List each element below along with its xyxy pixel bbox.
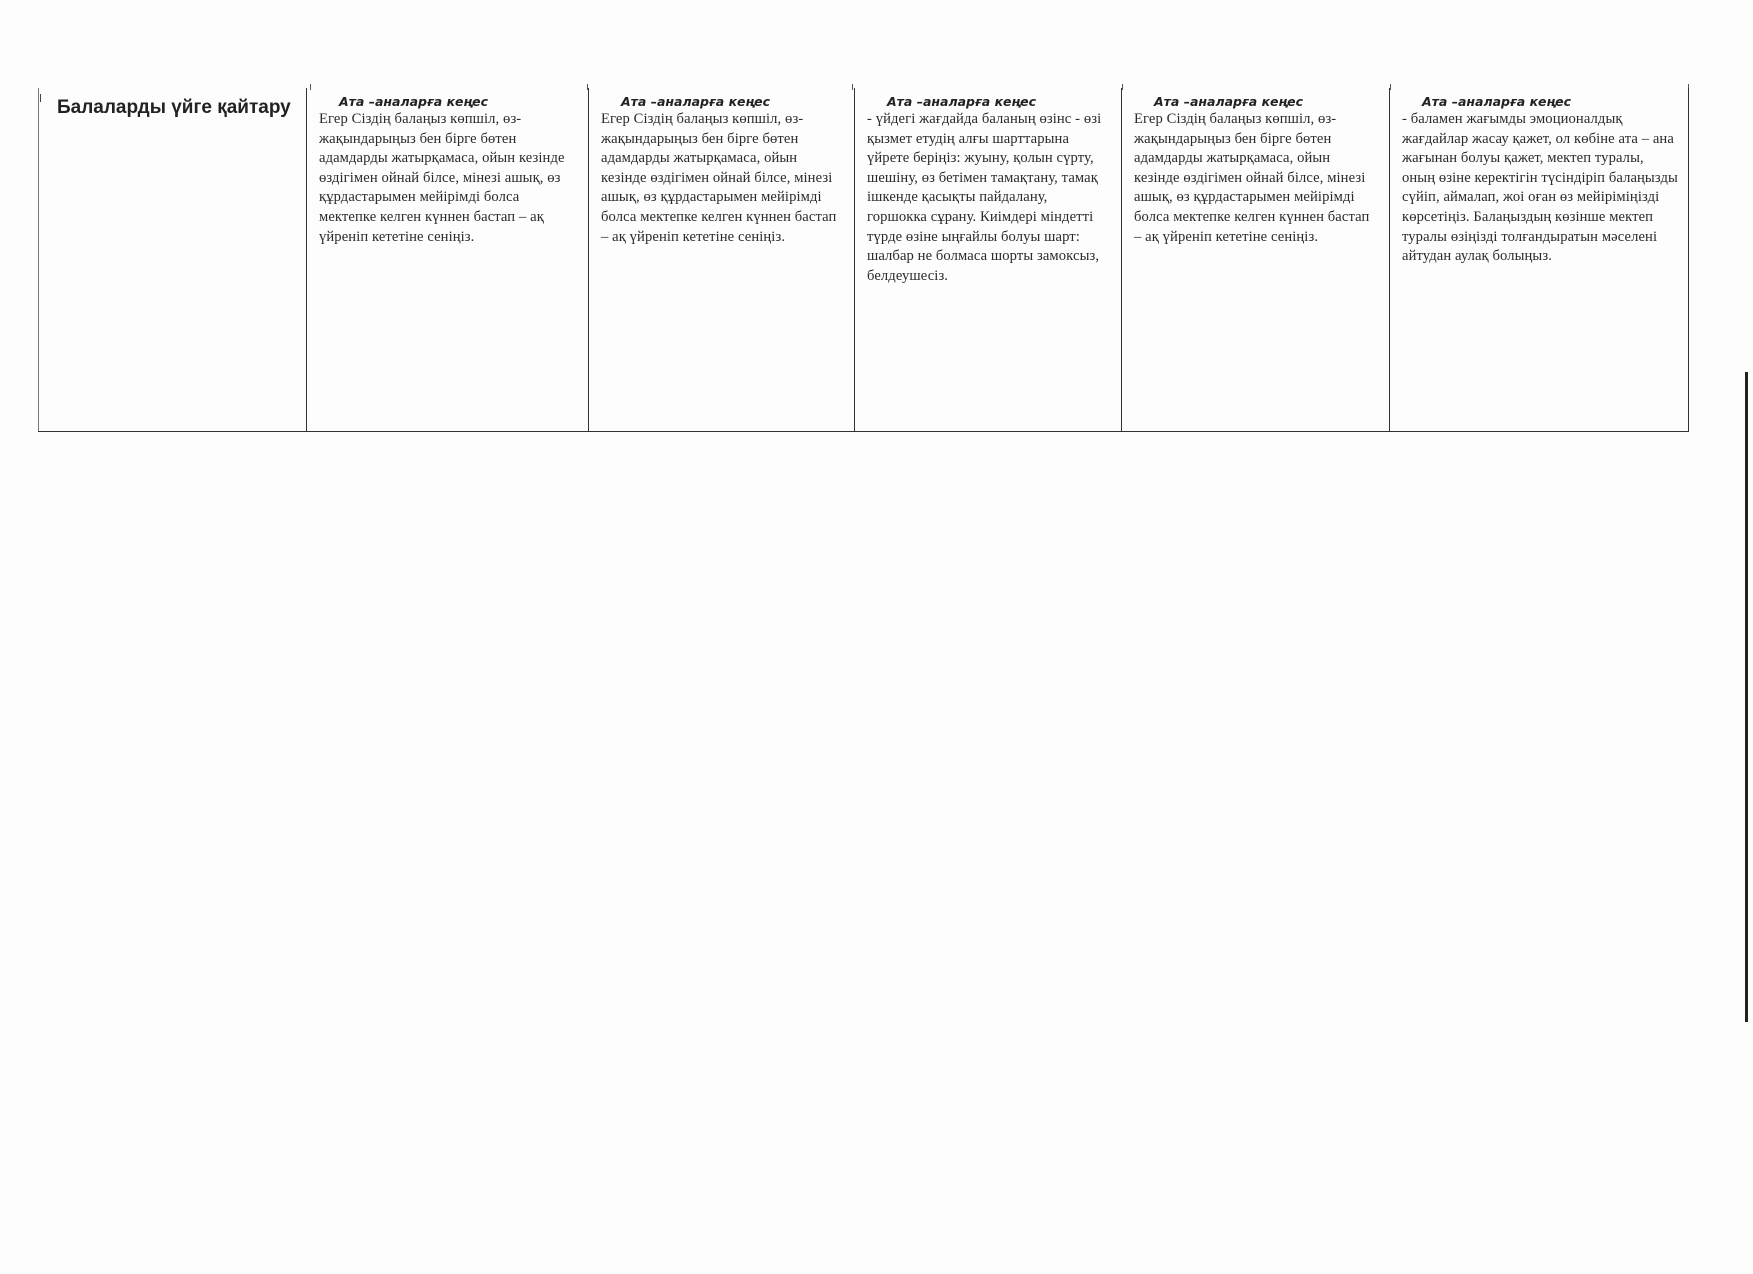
row-title: Балаларды үйге қайтару xyxy=(57,97,291,118)
advice-heading: Ата –аналарға кеңес xyxy=(621,94,771,109)
daily-plan-table xyxy=(38,88,1689,432)
scan-margin-line xyxy=(1745,372,1748,1022)
advice-text: - үйдегі жағдайда баланың өзінс - өзі қызмет етудің алғы шарттарына үйрете беріңіз: жуыну, қолын сүрту, шешіну, өз бетімен тамақтану, тамақ ішкенде қасықты пайдалану, горшокка сұрану. Киімдері міндетті түрде өзіне ыңғайлы болуы шарт: шалбар не болмаса шорты замоксыз, белдеушесіз. xyxy=(867,111,1102,284)
advice-heading: Ата –аналарға кеңес xyxy=(1154,94,1304,109)
advice-cell xyxy=(855,88,1122,432)
advice-text: Егер Сіздің балаңыз көпшіл, өз-жақындарыңыз бен бірге бөтен адамдарды жатырқамаса, ойын кезінде өздігімен ойнай білсе, мінезі ашық, өз құрдастарымен мейірімді болса мектепке келген күннен бастап – ақ үйреніп кететіне сеніңіз. xyxy=(601,111,837,245)
row-title-cell xyxy=(39,88,307,432)
advice-heading: Ата –аналарға кеңес xyxy=(339,94,489,109)
advice-cell xyxy=(1390,88,1689,432)
advice-text: - баламен жағымды эмоционалдық жағдайлар жасау қажет, ол көбіне ата – ана жағынан болуы қажет, мектеп туралы, оның өзіне керектігін түсіндіріп балаңызды сүйіп, аймалап, жоі оған өз мейіріміңізді көрсетіңіз. Балаңыздың көзінше мектеп туралы өзіңізді толғандыратын мәселені айтудан аулақ болыңыз. xyxy=(1402,111,1678,265)
table-row xyxy=(39,88,1689,432)
advice-cell xyxy=(589,88,855,432)
advice-heading: Ата –аналарға кеңес xyxy=(887,94,1037,109)
advice-cell xyxy=(1122,88,1390,432)
advice-text: Егер Сіздің балаңыз көпшіл, өз-жақындарыңыз бен бірге бөтен адамдарды жатырқамаса, ойын кезінде өздігімен ойнай білсе, мінезі ашық, өз құрдастарымен мейірімді болса мектепке келген күннен бастап – ақ үйреніп кететіне сеніңіз. xyxy=(1134,111,1370,245)
advice-heading: Ата –аналарға кеңес xyxy=(1422,94,1572,109)
advice-text: Егер Сіздің балаңыз көпшіл, өз-жақындарыңыз бен бірге бөтен адамдарды жатырқамаса, ойын кезінде өздігімен ойнай білсе, мінезі ашық, өз құрдастарымен мейірімді болса мектепке келген күннен бастап – ақ үйреніп кететіне сеніңіз. xyxy=(319,111,565,245)
advice-cell xyxy=(307,88,589,432)
